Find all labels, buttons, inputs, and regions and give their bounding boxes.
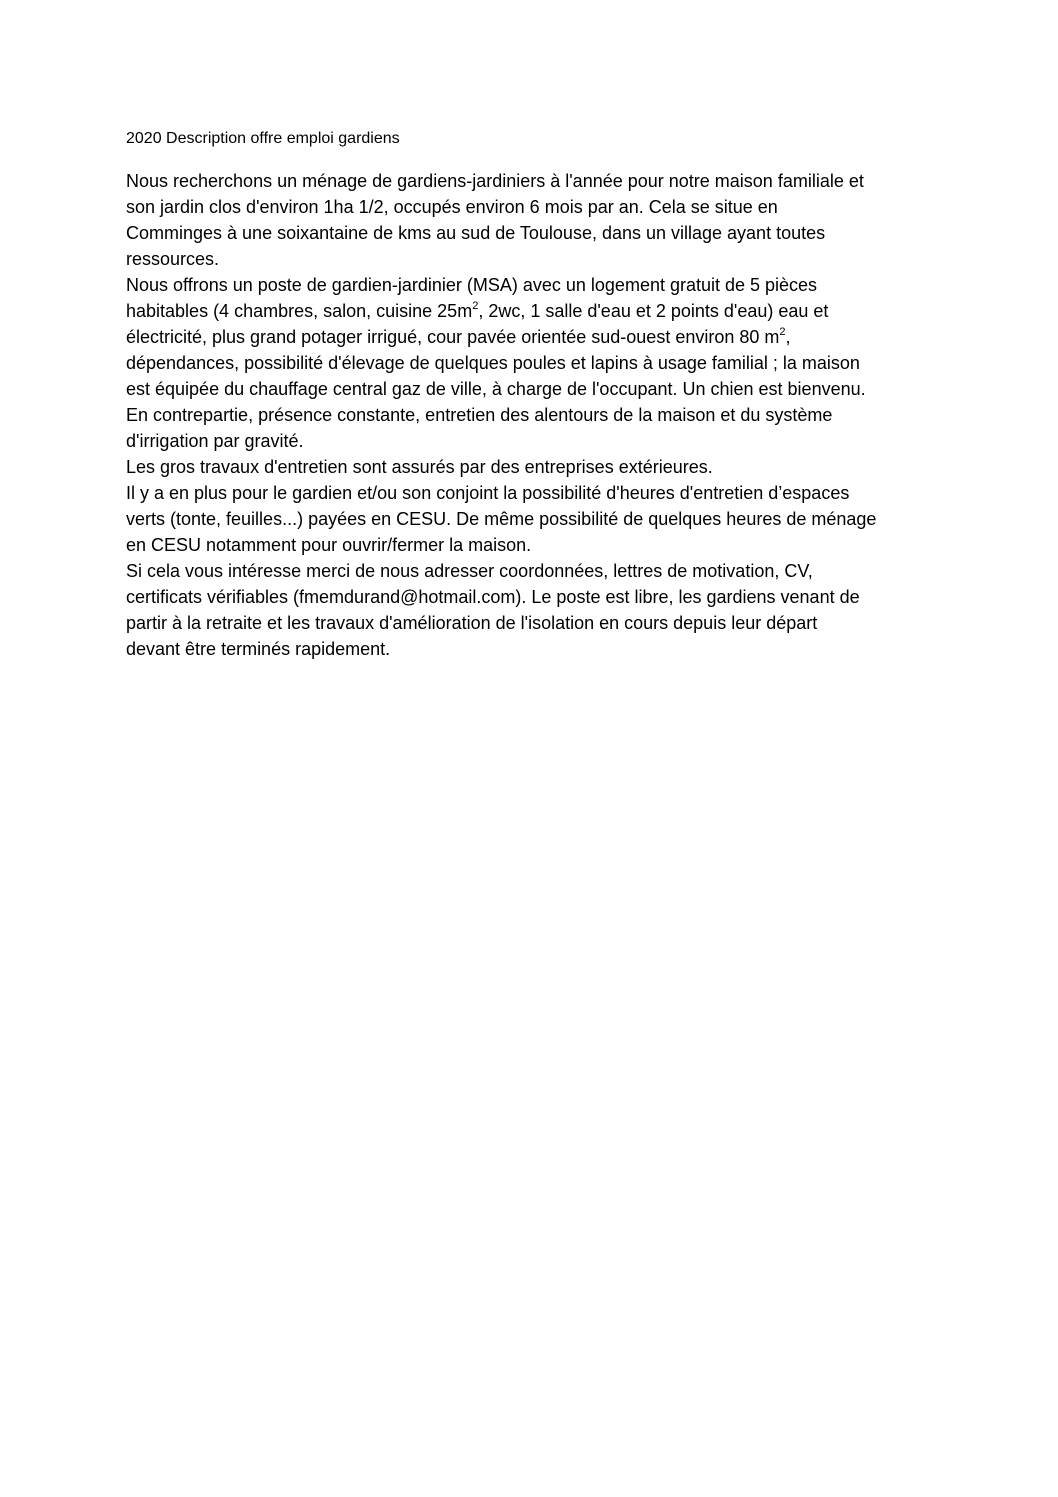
body-line-5: Nous offrons un poste de gardien-jardinier (MSA) avec un logement gratuit de 5 pièces [126, 275, 818, 295]
body-line-14: verts (tonte, feuilles...) payées en CESU. De même possibilité de quelques heures de ménage [126, 509, 877, 529]
body-line-19: devant être terminés rapidement. [126, 639, 391, 659]
document-body [126, 168, 946, 662]
body-line-16: Si cela vous intéresse merci de nous adresser coordonnées, lettres de motivation, CV, [126, 561, 813, 581]
body-line-12: Les gros travaux d'entretien sont assurés par des entreprises extérieures. [126, 457, 713, 477]
body-line-3: Comminges à une soixantaine de kms au sud de Toulouse, dans un village ayant toutes [126, 223, 826, 243]
body-line-2: son jardin clos d'environ 1ha 1/2, occupés environ 6 mois par an. Cela se situe en [126, 197, 778, 217]
body-line-13: Il y a en plus pour le gardien et/ou son conjoint la possibilité d'heures d'entretien d’espaces [126, 483, 850, 503]
body-line-17: certificats vérifiables (fmemdurand@hotmail.com). Le poste est libre, les gardiens venant de [126, 587, 860, 607]
body-line-11: d'irrigation par gravité. [126, 431, 304, 451]
body-line-18: partir à la retraite et les travaux d'amélioration de l'isolation en cours depuis leur départ [126, 613, 818, 633]
body-line-15: en CESU notamment pour ouvrir/fermer la maison. [126, 535, 532, 555]
body-line-1: Nous recherchons un ménage de gardiens-jardiniers à l'année pour notre maison familiale et [126, 171, 864, 191]
body-line-6: habitables (4 chambres, salon, cuisine $25m^2$, 2wc, 1 salle d'eau et 2 points d'eau) eau et [126, 300, 829, 321]
document-title: 2020 Description offre emploi gardiens [126, 130, 400, 147]
body-line-8: dépendances, possibilité d'élevage de quelques poules et lapins à usage familial ; la maison [126, 353, 860, 373]
body-line-9: est équipée du chauffage central gaz de ville, à charge de l'occupant. Un chien est bienvenu. [126, 379, 866, 399]
body-line-4: ressources. [126, 249, 220, 269]
superscript-two: 2 [779, 326, 786, 338]
body-line-7: électricité, plus grand potager irrigué, cour pavée orientée sud-ouest environ 80 $m^2$, [126, 326, 791, 347]
superscript-two: 2 [472, 300, 479, 312]
body-line-10: En contrepartie, présence constante, entretien des alentours de la maison et du système [126, 405, 833, 425]
